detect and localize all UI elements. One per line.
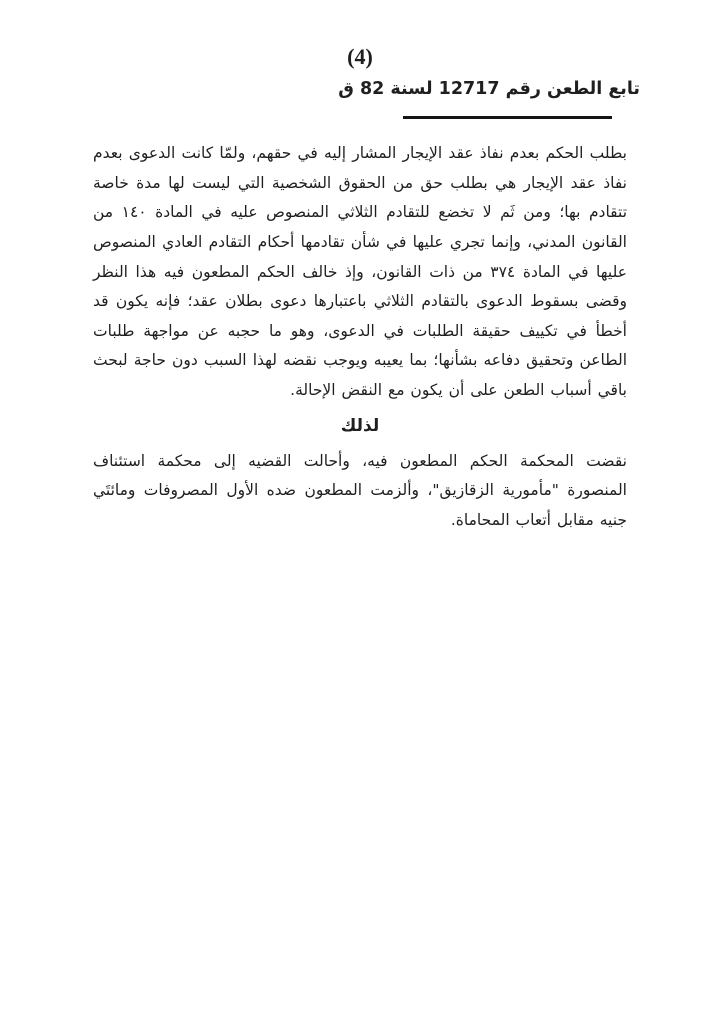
header-underline-rule xyxy=(403,116,612,119)
page-number: (4) xyxy=(347,44,373,69)
case-header-title: تابع الطعن رقم 12717 لسنة 82 ق xyxy=(338,79,640,100)
section-heading-therefore: لذلك xyxy=(340,415,380,436)
court-ruling-paragraph: نقضت المحكمة الحكم المطعون فيه، وأحالت القضيه إلى محكمة استئناف المنصورة "مأمورية الزقازيق"، وألزمت المطعون ضده الأول المصروفات ومائتَي جنيه مقابل أتعاب المحاماة. xyxy=(93,451,627,529)
judgment-reasoning-paragraph: بطلب الحكم بعدم نفاذ عقد الإيجار المشار إليه في حقهم، ولمّا كانت الدعوى بعدم نفاذ عقد الإيجار هي بطلب حق من الحقوق الشخصية التي ليست لها مدة خاصة تتقادم بها؛ ومن ثَم لا تخضع للتقادم الثلاثي المنصوص عليه في المادة ١٤٠ من القانون المدني، وإنما تجري عليها في شأن تقادمها أحكام التقادم العادي المنصوص عليها في المادة ٣٧٤ من ذات القانون، وإذ خالف الحكم المطعون فيه هذا النظر وقضى بسقوط الدعوى بالتقادم الثلاثي باعتبارها دعوى بطلان عقد؛ فإنه يكون قد أخطأ في تكييف حقيقة الطلبات في الدعوى، وهو ما حجبه عن مواجهة طلبات الطاعن وتحقيق دفاعه بشأنها؛ بما يعيبه ويوجب نقضه لهذا السبب دون حاجة لبحث باقي أسباب الطعن على أن يكون مع النقض الإحالة. xyxy=(93,144,628,400)
